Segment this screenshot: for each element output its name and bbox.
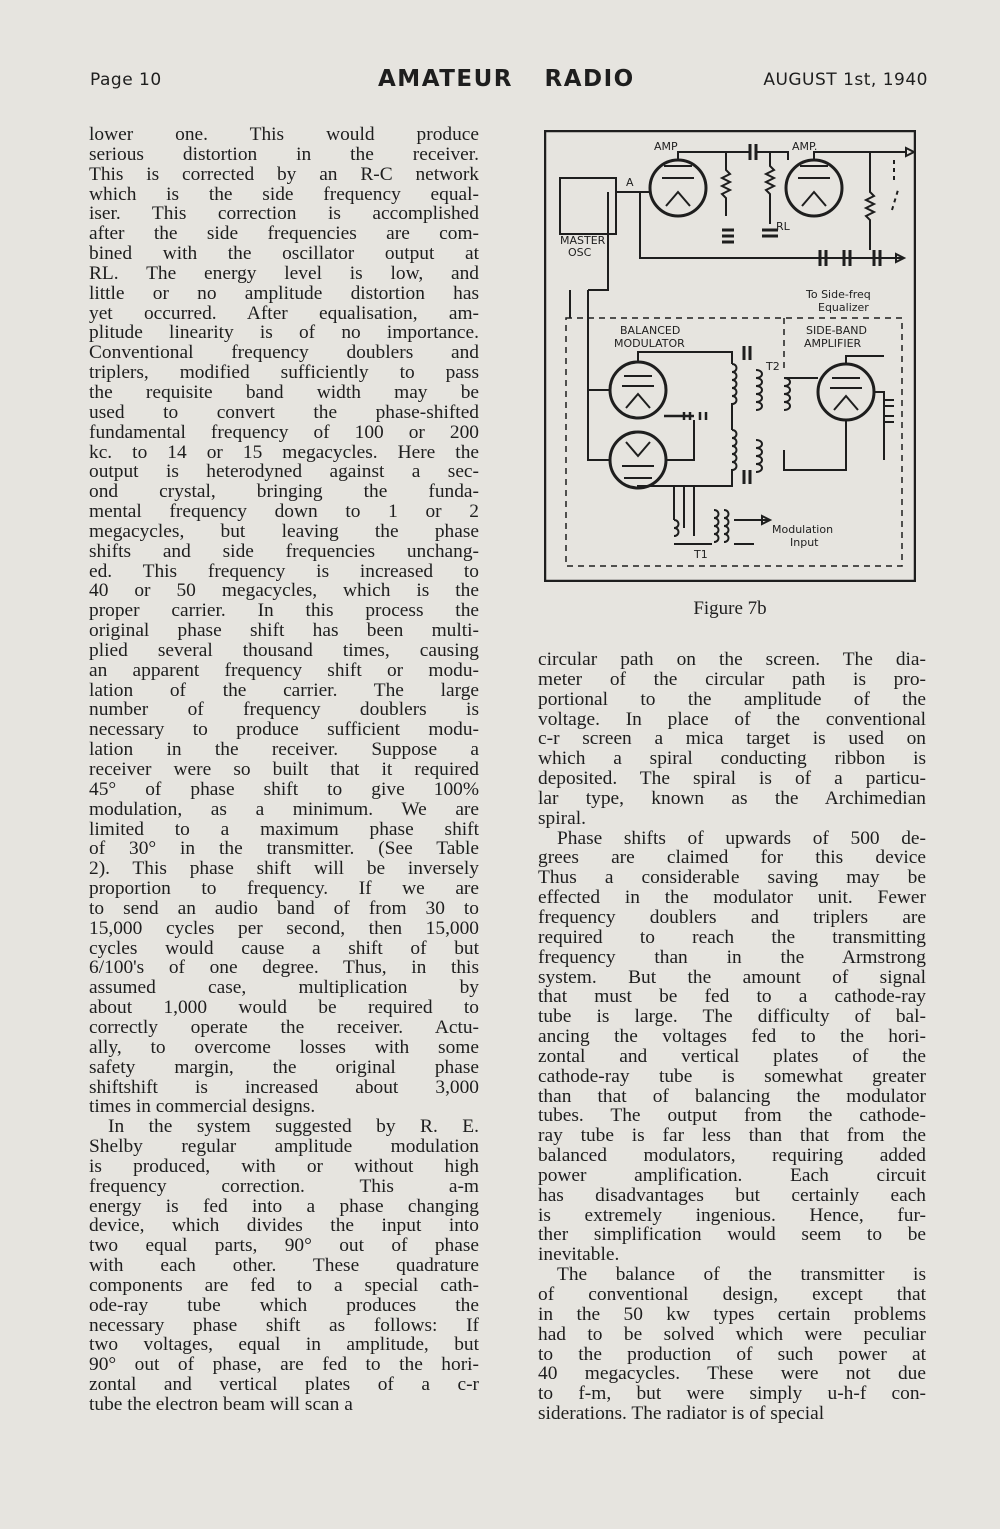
text-line: necessary phase shift as follows: If <box>89 1314 479 1336</box>
text-line: 6/100's of one degree. Thus, in this <box>89 957 479 979</box>
amp1-label: AMP <box>654 140 678 153</box>
text-line: The balance of the transmitter is <box>557 1264 926 1286</box>
text-line: This is corrected by an R-C network <box>89 163 479 185</box>
text-line: 2). This phase shift will be inversely <box>89 858 479 880</box>
text-line: energy is fed into a phase changing <box>89 1195 479 1217</box>
text-line: RL. The energy level is low, and <box>89 262 479 284</box>
text-line: power amplification. Each circuit <box>538 1164 926 1186</box>
text-line: little or no amplitude distortion has <box>89 282 479 304</box>
sideband-amp-label-1: SIDE-BAND <box>806 324 867 337</box>
text-line: meter of the circular path is pro- <box>538 668 926 690</box>
text-line: voltage. In place of the conventional <box>538 708 926 730</box>
text-line: times in commercial designs. <box>89 1096 316 1118</box>
amp1-tube <box>650 160 706 216</box>
text-line: frequency than in the Armstrong <box>538 946 926 968</box>
text-line: 45° of phase shift to give 100% <box>89 778 479 800</box>
text-line: the requisite band width may be <box>89 381 479 403</box>
text-line: assumed case, multiplication by <box>89 977 479 999</box>
text-line: ancing the voltages fed to the hori- <box>538 1026 926 1048</box>
text-line: has disadvantages but certainly each <box>538 1184 926 1206</box>
text-line: zontal and vertical plates of the <box>538 1045 926 1067</box>
text-line: correctly operate the receiver. Actu- <box>89 1016 479 1038</box>
master-osc-label-1: MASTER <box>560 234 606 247</box>
master-osc-label-2: OSC <box>568 246 592 259</box>
text-line: lation in the receiver. Suppose a <box>89 739 479 761</box>
t2-label: T2 <box>766 360 780 373</box>
balanced-mod-label-1: BALANCED <box>620 324 681 337</box>
text-line: ther simplification would seem to be <box>538 1224 926 1246</box>
text-line: safety margin, the original phase <box>89 1056 479 1078</box>
text-line: Phase shifts of upwards of 500 de- <box>557 827 926 849</box>
text-line: ed. This frequency is increased to <box>89 560 479 582</box>
text-line: proper carrier. In this process the <box>89 600 479 622</box>
text-line: triplers, modified sufficiently to pass <box>89 362 479 384</box>
text-line: ally, to overcome losses with some <box>89 1036 479 1058</box>
amp2-tube <box>786 160 842 216</box>
text-line: lower one. This would produce <box>89 124 479 145</box>
side-freq-label-1: To Side-freq <box>806 288 871 301</box>
grid-a-label: A <box>626 176 634 189</box>
page-number: Page 10 <box>90 70 162 90</box>
text-line: of 30° in the transmitter. (See Table <box>89 838 479 860</box>
figure-caption: Figure 7b <box>693 598 767 619</box>
text-line: proportion to frequency. If we are <box>89 878 479 900</box>
text-line: 40 or 50 megacycles, which is the <box>89 580 479 602</box>
text-line: modulation, as a minimum. We are <box>89 798 479 820</box>
amp2-label: AMP. <box>792 140 818 153</box>
text-line: about 1,000 would be required to <box>89 997 479 1019</box>
text-line: megacycles, but leaving the phase <box>89 520 479 542</box>
sideband-amp-label-2: AMPLIFIER <box>804 337 862 350</box>
text-line: original phase shift has been multi- <box>89 620 479 642</box>
issue-date: AUGUST 1st, 1940 <box>763 70 928 90</box>
side-freq-label-2: Equalizer <box>818 301 869 314</box>
text-line: frequency correction. This a-m <box>89 1175 479 1197</box>
text-line: is produced, with or without high <box>89 1155 479 1177</box>
text-line: an apparent frequency shift or modu- <box>89 659 479 681</box>
text-line: is extremely ingenious. Hence, fur- <box>538 1204 926 1226</box>
text-line: c-r screen a mica target is used on <box>538 728 926 750</box>
text-line: cathode-ray tube is somewhat greater <box>538 1065 926 1087</box>
text-line: fundamental frequency of 100 or 200 <box>89 421 479 443</box>
text-line: 90° out of phase, are fed to the hori- <box>89 1354 479 1376</box>
text-line: lation of the carrier. The large <box>89 679 479 701</box>
modulator-tube-2 <box>610 432 666 488</box>
text-line: grees are claimed for this device <box>538 847 926 869</box>
text-line: system. But the amount of signal <box>538 966 926 988</box>
text-line: serious distortion in the receiver. <box>89 143 479 165</box>
text-line: Thus a considerable saving may be <box>538 867 926 889</box>
text-line: device, which divides the input into <box>89 1215 479 1237</box>
text-line: circular path on the screen. The dia- <box>538 649 926 670</box>
text-line: shifts and side frequencies unchang- <box>89 540 479 562</box>
balanced-mod-label-2: MODULATOR <box>614 337 685 350</box>
left-text-column <box>89 125 479 1415</box>
text-line: ode-ray tube which produces the <box>89 1294 479 1316</box>
text-line: of conventional design, except that <box>538 1284 926 1305</box>
magazine-title: AMATEUR RADIO <box>378 66 635 92</box>
text-line: to the production of such power at <box>538 1343 926 1365</box>
text-line: necessary to produce sufficient modu- <box>89 719 479 741</box>
text-line: components are fed to a special cath- <box>89 1274 479 1296</box>
sideband-amp-tube <box>818 364 874 420</box>
text-line: shiftshift is increased about 3,000 <box>89 1076 479 1098</box>
text-line: with each other. These quadrature <box>89 1255 479 1277</box>
text-line: balanced modulators, requiring added <box>538 1145 926 1167</box>
text-line: in the 50 kw types certain problems <box>538 1303 926 1325</box>
text-line: had to be solved which were peculiar <box>538 1323 926 1345</box>
text-line: portional to the amplitude of the <box>538 688 926 710</box>
text-line: kc. to 14 or 15 megacycles. Here the <box>89 441 479 463</box>
text-line: bined with the oscillator output at <box>89 243 479 265</box>
text-line: lar type, known as the Archimedian <box>538 787 926 809</box>
text-line: tubes. The output from the cathode- <box>538 1105 926 1127</box>
text-line: which a spiral conducting ribbon is <box>538 748 926 770</box>
text-line: plied several thousand times, causing <box>89 639 479 661</box>
text-line: ond crystal, bringing the funda- <box>89 481 479 503</box>
right-text-column <box>538 650 926 1424</box>
text-line: which is the side frequency equal- <box>89 183 479 205</box>
text-line: tube the electron beam will scan a <box>89 1394 353 1415</box>
page-header <box>90 66 928 98</box>
text-line: plitude linearity is of no importance. <box>89 322 479 344</box>
text-line: yet occurred. After equalisation, am- <box>89 302 479 324</box>
t1-label: T1 <box>694 548 708 561</box>
text-line: Shelby regular amplitude modulation <box>89 1136 479 1158</box>
text-line: ray tube is far less than that from the <box>538 1125 926 1147</box>
text-line: Conventional frequency doublers and <box>89 342 479 364</box>
circuit-diagram <box>544 130 916 582</box>
text-line: 40 megacycles. These were not due <box>538 1363 926 1385</box>
text-line: spiral. <box>538 807 586 829</box>
text-line: deposited. The spiral is of a particu- <box>538 768 926 790</box>
text-line: required to reach the transmitting <box>538 926 926 948</box>
modulator-tube-1 <box>610 362 666 418</box>
text-line: In the system suggested by R. E. <box>108 1116 479 1138</box>
text-line: after the side frequencies are com- <box>89 223 479 245</box>
text-line: inevitable. <box>538 1244 620 1266</box>
text-line: effected in the modulator unit. Fewer <box>538 887 926 909</box>
mod-input-label-1: Modulation <box>772 523 834 536</box>
text-line: zontal and vertical plates of a c-r <box>89 1374 479 1396</box>
text-line: mental frequency down to 1 or 2 <box>89 501 479 523</box>
text-line: than that of balancing the modulator <box>538 1085 926 1107</box>
text-line: cycles would cause a shift of but <box>89 937 479 959</box>
text-line: output is heterodyned against a sec- <box>89 461 479 483</box>
text-line: two equal parts, 90° out of phase <box>89 1235 479 1257</box>
text-line: that must be fed to a cathode-ray <box>538 986 926 1008</box>
text-line: frequency doublers and triplers are <box>538 906 926 928</box>
text-line: siderations. The radiator is of special <box>538 1403 825 1425</box>
text-line: 15,000 cycles per second, then 15,000 <box>89 917 479 939</box>
text-line: two voltages, equal in amplitude, but <box>89 1334 479 1356</box>
text-line: limited to a maximum phase shift <box>89 818 479 840</box>
rl-label: RL <box>776 220 790 233</box>
text-line: tube is large. The difficulty of bal- <box>538 1006 926 1028</box>
text-line: number of frequency doublers is <box>89 699 479 721</box>
mod-input-label-2: Input <box>790 536 819 549</box>
text-line: used to convert the phase-shifted <box>89 401 479 423</box>
text-line: to f-m, but were simply u-h-f con- <box>538 1383 926 1405</box>
text-line: iser. This correction is accomplished <box>89 203 479 225</box>
text-line: receiver were so built that it required <box>89 759 479 780</box>
text-line: to send an audio band of from 30 to <box>89 897 479 919</box>
